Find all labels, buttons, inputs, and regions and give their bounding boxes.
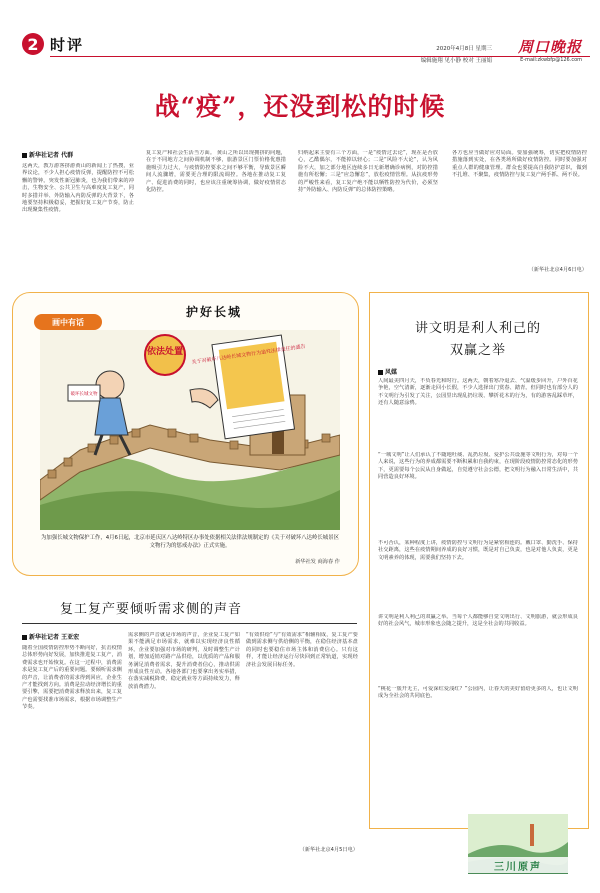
article1-col4: 各方也应当做好应对局面。要加强统筹，切实把疫情防控措施落到实处，在各类场所做好疫情防控。同时要加强对重点人群的健康管理。群众也要提高自我防护意识，做到不扎堆、不聚集，疫情防控与复工复产两手抓、两不误。 xyxy=(452,150,587,179)
right-article-title-line2: 双赢之举 xyxy=(449,343,506,358)
document-text: 关于对破坏八达岭长城文物行为追究法律责任的通告 xyxy=(191,343,307,366)
article1-col1: 这两天，教万游客挤游黄山的新闻上了热搜，业界议论，不少人担心疫情反弹，提醒防控不可松懈的警钟。突发性新冠肺炎，也为我们带来的冲击，生物安全、公共卫生与高难度复工复产，同时多措并举、外防输入内防反弹的大背景下，各地要坚持积极稳妥，把握好复工复产节奏，防止出现聚集性疫情。 xyxy=(22,163,134,214)
contact-email: E-mail:zkwbfp@126.com xyxy=(520,57,582,63)
article1-byline: 新华社记者 代群 xyxy=(22,150,73,159)
right-article-para3: 不可否认，某种程度上讲，疫情防控与文明行为是紧密相连的。戴口罩、勤洗手、保持社交距离，这些在疫情期间养成的良好习惯，既是对自己负责，也是对他人负责，更是文明素养的体现，需要我们坚持下去。 xyxy=(378,540,578,561)
article2-rule xyxy=(22,623,357,624)
article2-byline: 新华社记者 王亚宏 xyxy=(22,632,79,641)
article2-title: 复工复产要倾听需求侧的声音 xyxy=(60,602,243,617)
right-article-para1: 人间最美四月天，不负春光和时行。这两天，朝着寒冷退去、气温缓步回升，户外百花争艳，空气清新，逐渐走回小长假，不少人选择出门赏春、踏青。但同时也有部分人的不文明行为引发了关注，公园里出现乱扔垃圾、攀折花木的行为，有的游客乱踩草坪，还有人随意涂鸦。 xyxy=(378,378,578,407)
sanchuan-logo-text: 三川原声 xyxy=(468,857,568,873)
date-line: 2020年4月8日 星期三 xyxy=(436,46,492,52)
sign-law-text: 依法处置 xyxy=(146,347,184,357)
header-rule xyxy=(50,56,590,57)
article2-col1: 随着全国疫情防控形势不断向好，抗击疫情总体形势向好发展，加快推进复工复产，消费需求也开始恢复。在这一过程中，消费需求是复工复产后的重要问题。要倾听需求侧的声音，让消费者的需求得到回应，企业生产才能找到方向。消费是拉动经济增长的重要引擎，需要把消费需求释放出来，复工复产也需要找准市场需求，根据市场调整生产节奏。 xyxy=(22,645,122,711)
article1-col3: 归纳起来主要有三个方面，一是“疫情过去论”，现在是否放心，乙酷偶尔，不能掉以轻心；二是“风险不大论”，认为风险不大，加之部分地区连续多日无新增确诊病例，对防控措施有所松懈；三是“应急懈怠”，放松疫情管理。从抗疫形势的严峻性来看，复工复产绝不能以牺牲防控为代价，必须坚持“外防输入、内防反弹”的总体防控策略。 xyxy=(298,150,438,194)
main-headline: 战“疫”，还没到松的时候 xyxy=(154,92,446,121)
page-number: 2 xyxy=(27,34,39,54)
right-article-para5: “桃花一簇开无主，可爱深红爱浅红？”公园内，让春天的美好留给更多的人，也让文明成为全社会的共同底色。 xyxy=(378,686,578,700)
right-article-title-line1: 讲文明是利人利己的 xyxy=(414,321,541,336)
editors-line: 编辑施翔 见小静 校对 王丽娟 xyxy=(420,58,492,64)
section-title: 时评 xyxy=(50,36,85,54)
page-number-badge xyxy=(22,33,44,55)
article1-credit: （新华社北京4月6日电） xyxy=(528,267,587,273)
cartoon-tag: 画中有话 xyxy=(34,314,102,330)
article2-col3: “有效供给”与“有效需求”相辅相成，复工复产要做到需求侧与供给侧的平衡，在稳住经济基本盘的同时也要稳住市场主体和消费信心。只有这样，才能让经济运行尽快回到正常轨道，实现经济社会发展目标任务。 xyxy=(246,632,358,668)
cartoon-credit: 新华社发 商海春 作 xyxy=(295,559,340,565)
cartoon-caption: 为加强长城文物保护工作，4月6日起，北京市延庆区八达岭特区办事处依据相关法律法规制定的《关于对破坏八达岭长城景区文物行为的惩戒办法》正式实施。 xyxy=(41,535,339,549)
cartoon-illustration xyxy=(40,330,340,530)
right-article-para2: “一城文明”让人们承认了不随地吐痰、乱扔垃圾、爱护公共设施等文明行为，对每一个人来说，这些行为的养成都需要不断积累和自我约束，在现阶段疫情防控常态化的形势下，更需要每个公民从自身做起，自觉遵守社会公德，把文明行为融入日常生活中，共同营造良好环境。 xyxy=(378,452,578,481)
article2-col2: 需求侧的声音就是市场的声音，企业复工复产如果不能满足市场需求，就难以实现经济良性循环。企业要加强对市场的研判，及时调整生产计划，增加适销对路产品供给，以优质的产品和服务满足消费者需求，提升消费者信心，推动供需形成良性互动。各地各部门也要拿出务实举措，在落实减税降费、稳定就业等方面持续发力，释放消费潜力。 xyxy=(128,632,240,690)
article1-col2: 复工复产和社会生活当方面。 黄山之所以出现拥挤的问题，在于不同地方之间协调机制不够，旅游景区门票价格优惠措施吸引力过大，与疫情防控要求之间不够平衡，导致景区瞬间人流骤增，需要更合理的限流调控。各地在推动复工复产、促进消费的同时，也应该注重统筹协调，做好疫情常态化防控。 xyxy=(146,150,286,194)
right-article-para4: 讲文明是利人利己的双赢之举。当每个人都能够自觉文明出行、文明旅游，就会形成良好的社会风气，城市形象也会随之提升，这是全社会的共同收益。 xyxy=(378,614,578,628)
article2-credit: （新华社北京4月5日电） xyxy=(299,847,358,853)
sign-visitor-text: 破坏长城文物 xyxy=(70,392,98,397)
newspaper-brand: 周口晚报 xyxy=(517,38,582,56)
cartoon-title: 护好长城 xyxy=(186,305,243,319)
right-article-byline: 风媒 xyxy=(378,367,397,376)
